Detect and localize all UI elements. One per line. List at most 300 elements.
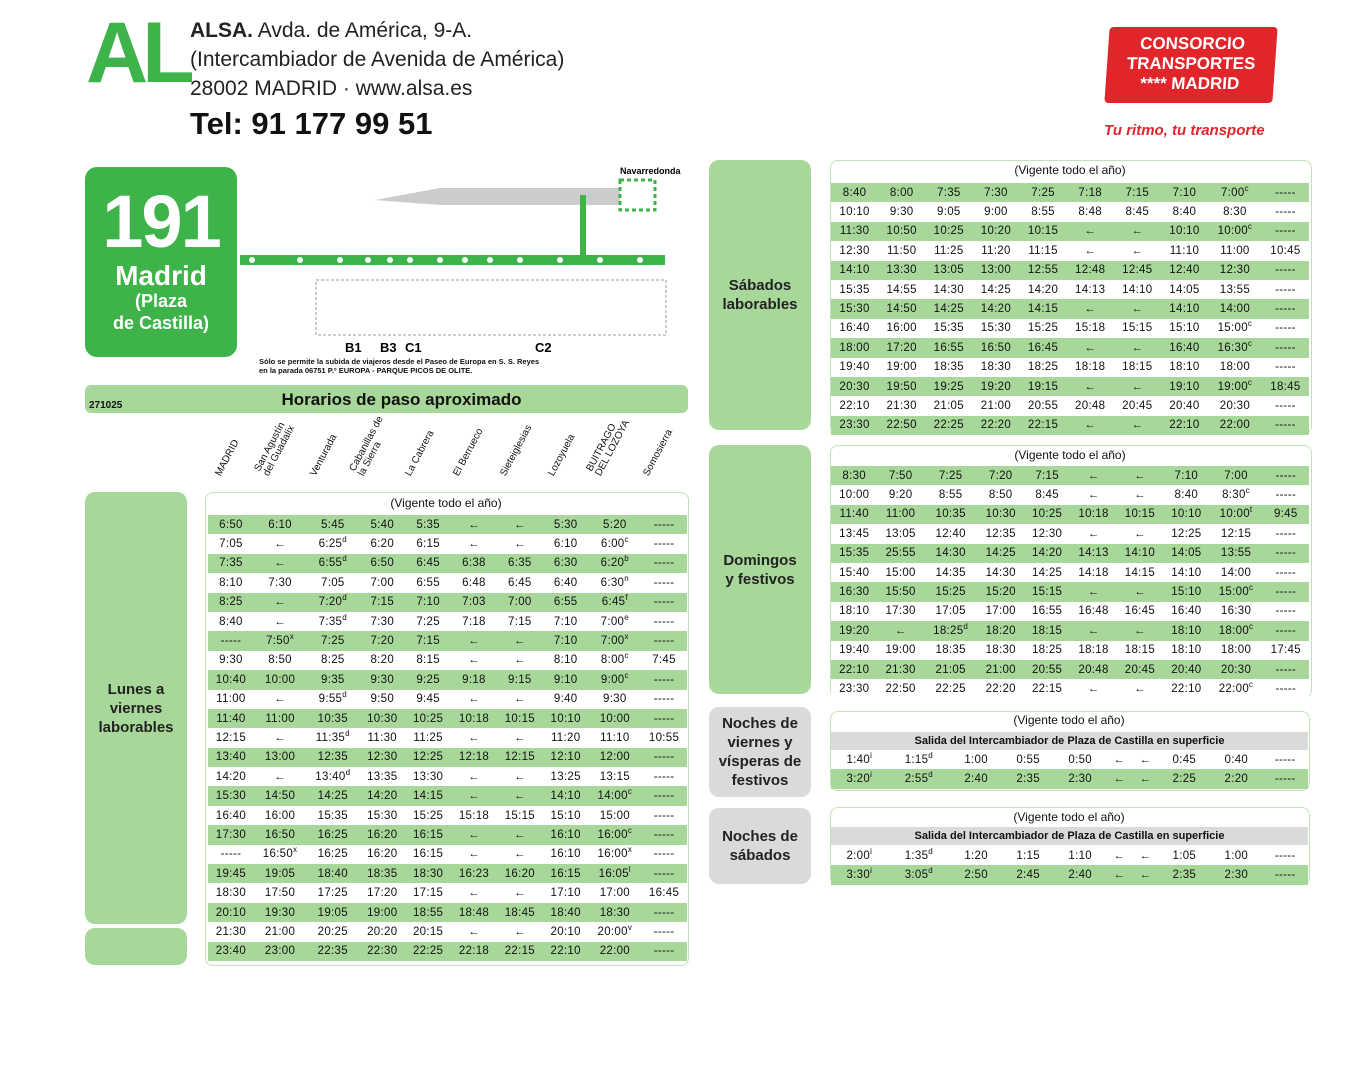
time-cell: 21:00	[972, 396, 1019, 415]
time-cell: -----	[641, 612, 687, 631]
time-cell: 0:40	[1210, 750, 1262, 769]
time-cell: ←	[497, 786, 543, 805]
time-cell: 9:45	[405, 690, 451, 709]
table-row	[831, 485, 1309, 504]
time-cell: 14:10	[831, 261, 878, 280]
time-cell: ←	[254, 612, 306, 631]
time-cell: 15:30	[359, 806, 405, 825]
time-cell: 16:50	[972, 338, 1019, 357]
time-cell: 16:50	[254, 825, 306, 844]
time-cell: ←	[1117, 621, 1163, 640]
time-cell: -----	[641, 690, 687, 709]
time-cell: 10:10	[1161, 222, 1208, 241]
time-cell: ←	[497, 883, 543, 902]
ctm-line1: CONSORCIO	[1139, 34, 1246, 53]
zone-b1: B1	[345, 340, 362, 355]
time-cell: 17:45	[1263, 641, 1309, 660]
time-cell: 16:15	[405, 825, 451, 844]
time-cell: 14:10	[1161, 299, 1208, 318]
time-cell: ←	[1070, 524, 1116, 543]
table-row	[831, 183, 1309, 202]
time-cell: 19:00	[877, 641, 923, 660]
time-cell: 22:20	[978, 679, 1024, 698]
time-cell: 7:25	[306, 631, 359, 650]
time-cell: 3:20$^i$	[831, 769, 888, 788]
time-cell: 7:25	[405, 612, 451, 631]
time-cell: ←	[1106, 865, 1132, 884]
time-cell: 8:25	[306, 651, 359, 670]
time-cell: -----	[1262, 338, 1309, 357]
time-cell: 11:10	[589, 728, 641, 747]
time-cell: 12:25	[405, 748, 451, 767]
time-cell: 2:50	[950, 865, 1002, 884]
time-cell: 22:10	[831, 660, 877, 679]
time-cell: 16:15	[405, 845, 451, 864]
time-cell: 22:50	[877, 679, 923, 698]
time-cell: 14:20	[359, 786, 405, 805]
time-cell: ←	[1117, 679, 1163, 698]
time-cell: 14:30	[925, 280, 972, 299]
address-line1: Avda. de América, 9-A.	[257, 19, 473, 42]
table-row	[831, 660, 1309, 679]
table-row	[831, 222, 1309, 241]
time-cell: -----	[641, 670, 687, 689]
time-cell: 10:10	[831, 202, 878, 221]
time-cell: 20:25	[306, 922, 359, 941]
time-cell: 12:25	[1163, 524, 1209, 543]
time-cell: 0:50	[1054, 750, 1106, 769]
time-cell: -----	[208, 845, 254, 864]
time-cell: 8:50	[254, 651, 306, 670]
time-cell: 7:30	[254, 573, 306, 592]
time-cell: 6:55	[543, 593, 589, 612]
time-cell: ←	[451, 845, 497, 864]
time-cell: 10:35	[924, 505, 978, 524]
time-cell: 0:55	[1002, 750, 1054, 769]
time-cell: 9:05	[925, 202, 972, 221]
time-cell: ←	[1067, 377, 1114, 396]
time-cell: 15:30	[208, 786, 254, 805]
table-row	[208, 864, 687, 883]
time-cell: 18:10	[1163, 641, 1209, 660]
time-cell: 15:25	[1020, 319, 1067, 338]
time-cell: 11:40	[831, 505, 877, 524]
time-cell: 21:30	[878, 396, 925, 415]
time-cell: 9:30	[359, 670, 405, 689]
time-cell: 19:05	[306, 903, 359, 922]
time-cell: 16:55	[1024, 602, 1070, 621]
time-cell: 6:50	[208, 515, 254, 534]
time-cell: ←	[1117, 466, 1163, 485]
time-cell: ←	[1070, 679, 1116, 698]
time-cell: 7:10	[1163, 466, 1209, 485]
time-cell: 6:20$^b$	[589, 554, 641, 573]
time-cell: 14:15	[1117, 563, 1163, 582]
time-cell: -----	[1262, 261, 1309, 280]
time-cell: ←	[497, 767, 543, 786]
time-cell: 16:20	[359, 845, 405, 864]
time-cell: 8:40	[208, 612, 254, 631]
time-cell: 16:55	[925, 338, 972, 357]
table-row	[831, 280, 1309, 299]
time-cell: ←	[1070, 466, 1116, 485]
time-cell: 16:10	[543, 825, 589, 844]
time-cell: -----	[1263, 679, 1309, 698]
time-cell: 21:05	[925, 396, 972, 415]
time-cell: 1:20	[950, 846, 1002, 865]
time-cell: -----	[1262, 396, 1309, 415]
table-row	[208, 631, 687, 650]
time-cell: 23:40	[208, 942, 254, 961]
time-cell: -----	[641, 748, 687, 767]
time-cell: ←	[1067, 299, 1114, 318]
label-saturdays-text: Sábados laborables	[722, 277, 798, 313]
time-cell: 20:10	[208, 903, 254, 922]
time-cell: 22:18	[451, 942, 497, 961]
time-cell: ←	[451, 825, 497, 844]
time-cell: 17:25	[306, 883, 359, 902]
time-cell: 14:25	[978, 544, 1024, 563]
time-cell: 22:00	[1208, 416, 1262, 435]
zone-c1: C1	[405, 340, 422, 355]
time-cell: 15:00$^c$	[1210, 582, 1263, 601]
time-cell: 1:10	[1054, 846, 1106, 865]
time-cell: 18:40	[543, 903, 589, 922]
time-cell: 20:45	[1117, 660, 1163, 679]
time-cell: 17:20	[878, 338, 925, 357]
time-cell: -----	[1263, 660, 1309, 679]
time-cell: 12:35	[978, 524, 1024, 543]
time-cell: 14:00$^c$	[589, 786, 641, 805]
time-cell: 14:30	[924, 544, 978, 563]
time-cell: -----	[641, 573, 687, 592]
time-cell: 16:45	[641, 883, 687, 902]
time-cell: 17:20	[359, 883, 405, 902]
alsa-logo: AL	[86, 5, 189, 101]
saturday-timetable	[831, 183, 1309, 435]
table-row	[831, 358, 1309, 377]
time-cell: 7:10	[405, 593, 451, 612]
time-cell: 19:40	[831, 358, 878, 377]
time-cell: 1:00	[950, 750, 1002, 769]
time-cell: 10:20	[972, 222, 1019, 241]
time-cell: 17:50	[254, 883, 306, 902]
time-cell: 10:00	[589, 709, 641, 728]
time-cell: 7:00e	[589, 612, 641, 631]
time-cell: 10:10	[543, 709, 589, 728]
time-cell: 17:05	[924, 602, 978, 621]
time-cell: 16:00	[254, 806, 306, 825]
time-cell: 11:25	[405, 728, 451, 747]
time-cell: 21:30	[208, 922, 254, 941]
table-row	[208, 690, 687, 709]
schedule-code: 271025	[89, 400, 123, 411]
time-cell: 14:35	[924, 563, 978, 582]
map-note-line2: en la parada 06751 P.º EUROPA - PARQUE PICOS DE OLITE.	[259, 366, 473, 375]
time-cell: 7:00	[359, 573, 405, 592]
time-cell: ←	[451, 728, 497, 747]
time-cell: 13:40$^d$	[306, 767, 359, 786]
time-cell: 14:20	[972, 299, 1019, 318]
time-cell: 17:10	[543, 883, 589, 902]
time-cell: -----	[1262, 750, 1308, 769]
time-cell: -----	[641, 515, 687, 534]
time-cell: 12:15	[497, 748, 543, 767]
time-cell: 10:00$^c$	[1208, 222, 1262, 241]
time-cell: -----	[1263, 485, 1309, 504]
time-cell: ←	[1132, 769, 1158, 788]
time-cell: 15:00$^c$	[1208, 319, 1262, 338]
time-cell: 11:10	[1161, 241, 1208, 260]
time-cell: 19:25	[925, 377, 972, 396]
time-cell: 10:18	[1070, 505, 1116, 524]
time-cell: 17:30	[208, 825, 254, 844]
time-cell: -----	[641, 593, 687, 612]
table-row	[208, 593, 687, 612]
time-cell: -----	[1262, 183, 1309, 202]
time-cell: 15:35	[306, 806, 359, 825]
time-cell: 7:25	[924, 466, 978, 485]
time-cell: 8:10	[543, 651, 589, 670]
time-cell: 13:45	[831, 524, 877, 543]
time-cell: -----	[1262, 280, 1309, 299]
time-cell: 17:15	[405, 883, 451, 902]
table-row	[831, 396, 1309, 415]
time-cell: 10:25	[405, 709, 451, 728]
time-cell: 14:05	[1161, 280, 1208, 299]
stop-header: Venturada	[308, 432, 340, 478]
time-cell: 22:25	[925, 416, 972, 435]
time-cell: 7:25	[1020, 183, 1067, 202]
time-cell: 22:15	[1020, 416, 1067, 435]
time-cell: 2:35	[1158, 865, 1210, 884]
time-cell: 22:30	[359, 942, 405, 961]
phone-number: Tel: 91 177 99 51	[190, 106, 433, 141]
stop-header: Sieteiglesias	[498, 423, 535, 478]
label-fri-nights-text: Noches de viernes y vísperas de festivos	[718, 715, 802, 789]
time-cell: 22:10	[1161, 416, 1208, 435]
time-cell: 19:20	[972, 377, 1019, 396]
time-cell: 22:35	[306, 942, 359, 961]
time-cell: 10:25	[1024, 505, 1070, 524]
time-cell: -----	[1262, 299, 1309, 318]
time-cell: 6:15	[405, 534, 451, 553]
time-cell: ←	[1132, 750, 1158, 769]
time-cell: 22:25	[405, 942, 451, 961]
table-row	[831, 416, 1309, 435]
time-cell: 6:38	[451, 554, 497, 573]
time-cell: ←	[1106, 769, 1132, 788]
time-cell: 11:00	[1208, 241, 1262, 260]
time-cell: -----	[1263, 582, 1309, 601]
time-cell: ←	[451, 631, 497, 650]
time-cell: 5:30	[543, 515, 589, 534]
time-cell: ←	[1114, 377, 1161, 396]
time-cell: -----	[208, 631, 254, 650]
time-cell: ←	[254, 728, 306, 747]
time-cell: 19:00	[359, 903, 405, 922]
time-cell: 2:30	[1210, 865, 1262, 884]
time-cell: 7:50$^x$	[254, 631, 306, 650]
time-cell: 16:00$^x$	[589, 845, 641, 864]
table-row	[831, 524, 1309, 543]
time-cell: 10:55	[641, 728, 687, 747]
time-cell: 8:45	[1114, 202, 1161, 221]
time-cell: 11:35$^d$	[306, 728, 359, 747]
time-cell: 14:25	[306, 786, 359, 805]
time-cell: 16:30	[831, 582, 877, 601]
time-cell: 22:10	[543, 942, 589, 961]
time-cell: ←	[1114, 299, 1161, 318]
time-cell: -----	[641, 922, 687, 941]
time-cell: 7:05	[306, 573, 359, 592]
time-cell: 7:20$^d$	[306, 593, 359, 612]
time-cell: 7:18	[451, 612, 497, 631]
table-row	[208, 709, 687, 728]
time-cell: 8:25	[208, 593, 254, 612]
time-cell: ←	[1114, 241, 1161, 260]
time-cell: 20:40	[1163, 660, 1209, 679]
time-cell: 22:10	[1163, 679, 1209, 698]
time-cell: 18:00$^c$	[1210, 621, 1263, 640]
table-row	[831, 621, 1309, 640]
time-cell: ←	[1067, 241, 1114, 260]
time-cell: -----	[641, 786, 687, 805]
time-cell: 14:25	[925, 299, 972, 318]
time-cell: 22:00$^c$	[1210, 679, 1263, 698]
time-cell: ←	[1132, 865, 1158, 884]
time-cell: 1:15	[1002, 846, 1054, 865]
time-cell: 7:03	[451, 593, 497, 612]
time-cell: 8:40	[1161, 202, 1208, 221]
time-cell: 22:00	[589, 942, 641, 961]
time-cell: 16:10	[543, 845, 589, 864]
time-cell: 15:30	[972, 319, 1019, 338]
time-cell: 5:45	[306, 515, 359, 534]
time-cell: ←	[1132, 846, 1158, 865]
time-cell: 16:00$^c$	[589, 825, 641, 844]
time-cell: 10:45	[1262, 241, 1309, 260]
time-cell: 5:40	[359, 515, 405, 534]
time-cell: 3:05$^d$	[888, 865, 951, 884]
time-cell: 15:35	[925, 319, 972, 338]
route-destination: Madrid	[115, 260, 207, 291]
label-sat-nights	[709, 808, 811, 884]
time-cell: 1:00	[1210, 846, 1262, 865]
time-cell: ←	[497, 515, 543, 534]
time-cell: 13:05	[877, 524, 923, 543]
stop-header: El Berrueco	[450, 426, 486, 478]
time-cell: 12:40	[1161, 261, 1208, 280]
time-cell: 15:25	[405, 806, 451, 825]
table-row	[831, 846, 1308, 865]
route-map	[240, 160, 690, 380]
time-cell: ←	[1106, 846, 1132, 865]
time-cell: 16:25	[306, 825, 359, 844]
time-cell: 8:00$^c$	[589, 651, 641, 670]
table-row	[208, 728, 687, 747]
time-cell: 7:00	[1210, 466, 1263, 485]
time-cell: 18:00	[831, 338, 878, 357]
time-cell: 8:40	[1163, 485, 1209, 504]
time-cell: 19:20	[831, 621, 877, 640]
label-weekdays	[85, 492, 187, 924]
time-cell: 8:45	[1024, 485, 1070, 504]
time-cell: 18:40	[306, 864, 359, 883]
time-cell: 1:35$^d$	[888, 846, 951, 865]
time-cell: 18:18	[1067, 358, 1114, 377]
time-cell: 20:00$^v$	[589, 922, 641, 941]
time-cell: 6:30$^n$	[589, 573, 641, 592]
zone-c2: C2	[535, 340, 552, 355]
time-cell: 7:35$^d$	[306, 612, 359, 631]
time-cell: ←	[1117, 524, 1163, 543]
table-row	[831, 466, 1309, 485]
time-cell: 7:45	[641, 651, 687, 670]
time-cell: -----	[641, 554, 687, 573]
time-cell: 15:25	[924, 582, 978, 601]
time-cell: 9:30	[878, 202, 925, 221]
time-cell: 2:35	[1002, 769, 1054, 788]
time-cell: 19:50	[878, 377, 925, 396]
time-cell: 7:10	[543, 631, 589, 650]
time-cell: 9:25	[405, 670, 451, 689]
time-cell: 7:15	[1114, 183, 1161, 202]
time-cell: 2:25	[1158, 769, 1210, 788]
time-cell: 15:35	[831, 280, 878, 299]
sat-night-vigente: (Vigente todo el año)	[1013, 810, 1125, 824]
time-cell: 6:45	[405, 554, 451, 573]
time-cell: 21:30	[877, 660, 923, 679]
time-cell: 13:00	[972, 261, 1019, 280]
ctm-line3: **** MADRID	[1139, 74, 1240, 93]
table-row	[208, 573, 687, 592]
table-row	[208, 883, 687, 902]
time-cell: 7:50	[877, 466, 923, 485]
time-cell: 10:18	[451, 709, 497, 728]
time-cell: 11:00	[877, 505, 923, 524]
time-cell: ←	[1106, 750, 1132, 769]
time-cell: 14:30	[978, 563, 1024, 582]
time-cell: 16:20	[497, 864, 543, 883]
time-cell: 7:30	[972, 183, 1019, 202]
time-cell: 6:35	[497, 554, 543, 573]
fri-night-vigente: (Vigente todo el año)	[1013, 713, 1125, 727]
time-cell: ←	[497, 728, 543, 747]
time-cell: 16:00	[878, 319, 925, 338]
time-cell: ←	[254, 554, 306, 573]
time-cell: 12:30	[1024, 524, 1070, 543]
time-cell: 18:45	[497, 903, 543, 922]
time-cell: ←	[877, 621, 923, 640]
time-cell: 18:15	[1114, 358, 1161, 377]
time-cell: ←	[451, 786, 497, 805]
time-cell: 7:30	[359, 612, 405, 631]
time-cell: 8:55	[1020, 202, 1067, 221]
stop-header: San Agustín del Guadalix	[251, 420, 297, 478]
route-badge	[85, 167, 237, 357]
time-cell: 9:30	[208, 651, 254, 670]
time-cell: ←	[451, 515, 497, 534]
time-cell: 2:00$^i$	[831, 846, 888, 865]
label-sundays-text: Domingos y festivos	[723, 551, 797, 588]
time-cell: 12:30	[1208, 261, 1262, 280]
table-row	[208, 534, 687, 553]
time-cell: 7:35	[208, 554, 254, 573]
time-cell: ←	[451, 534, 497, 553]
time-cell: 14:15	[405, 786, 451, 805]
time-cell: 7:00	[497, 593, 543, 612]
